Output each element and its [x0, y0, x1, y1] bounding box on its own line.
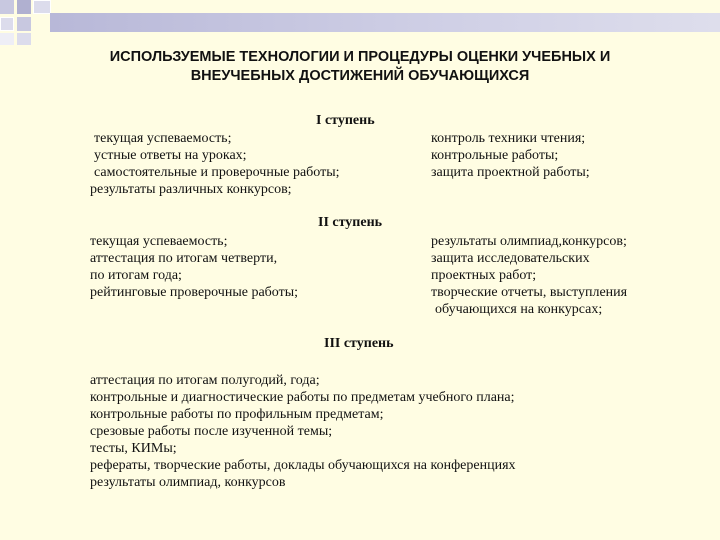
list-item: аттестация по итогам полугодий, года; [90, 373, 320, 388]
page-title [60, 48, 660, 86]
page-title-line: ИСПОЛЬЗУЕМЫЕ ТЕХНОЛОГИИ И ПРОЦЕДУРЫ ОЦЕНКИ УЧЕБНЫХ И [109, 49, 611, 65]
list-item: контроль техники чтения; [431, 131, 586, 146]
list-item: контрольные и диагностические работы по предметам учебного плана; [90, 390, 515, 405]
list-item: текущая успеваемость; [90, 234, 228, 249]
list-item: обучающихся на конкурсах; [435, 302, 603, 317]
list-item: тесты, КИМы; [90, 441, 177, 456]
decorative-corner [0, 0, 720, 45]
stage3-heading: III ступень [324, 336, 394, 351]
list-item: рефераты, творческие работы, доклады обучающихся на конференциях [90, 458, 516, 473]
list-item: проектных работ; [431, 268, 537, 283]
stage3-list [90, 372, 516, 491]
list-item: самостоятельные и проверочные работы; [94, 165, 340, 180]
list-item: творческие отчеты, выступления [431, 285, 628, 300]
list-item: устные ответы на уроках; [94, 148, 247, 163]
decorative-square [17, 17, 31, 31]
list-item: контрольные работы; [431, 148, 559, 163]
list-item: результаты олимпиад, конкурсов [90, 475, 286, 490]
list-item: срезовые работы после изученной темы; [90, 424, 333, 439]
stage1-right-list [431, 130, 590, 181]
decorative-square [0, 33, 14, 45]
list-item: контрольные работы по профильным предметам; [90, 407, 384, 422]
list-item: аттестация по итогам четверти, [90, 251, 278, 266]
list-item: результаты олимпиад,конкурсов; [431, 234, 627, 249]
decorative-square [17, 0, 31, 14]
decorative-square [0, 17, 14, 31]
list-item: защита проектной работы; [431, 165, 590, 180]
stage2-right-list [431, 233, 627, 318]
page-title-line: ВНЕУЧЕБНЫХ ДОСТИЖЕНИЙ ОБУЧАЮЩИХСЯ [190, 68, 530, 84]
list-item: по итогам года; [90, 268, 182, 283]
decorative-title-bar [50, 13, 720, 32]
stage1-heading: I ступень [316, 113, 375, 128]
list-item: защита исследовательских [431, 251, 590, 266]
decorative-square [0, 0, 14, 14]
list-item: рейтинговые проверочные работы; [90, 285, 299, 300]
stage2-left-list [90, 233, 298, 301]
stage2-heading: II ступень [318, 215, 383, 230]
decorative-square [17, 33, 31, 45]
list-item: текущая успеваемость; [94, 131, 232, 146]
stage1-left-list [90, 130, 340, 198]
list-item: результаты различных конкурсов; [90, 182, 292, 197]
decorative-square [33, 0, 51, 14]
